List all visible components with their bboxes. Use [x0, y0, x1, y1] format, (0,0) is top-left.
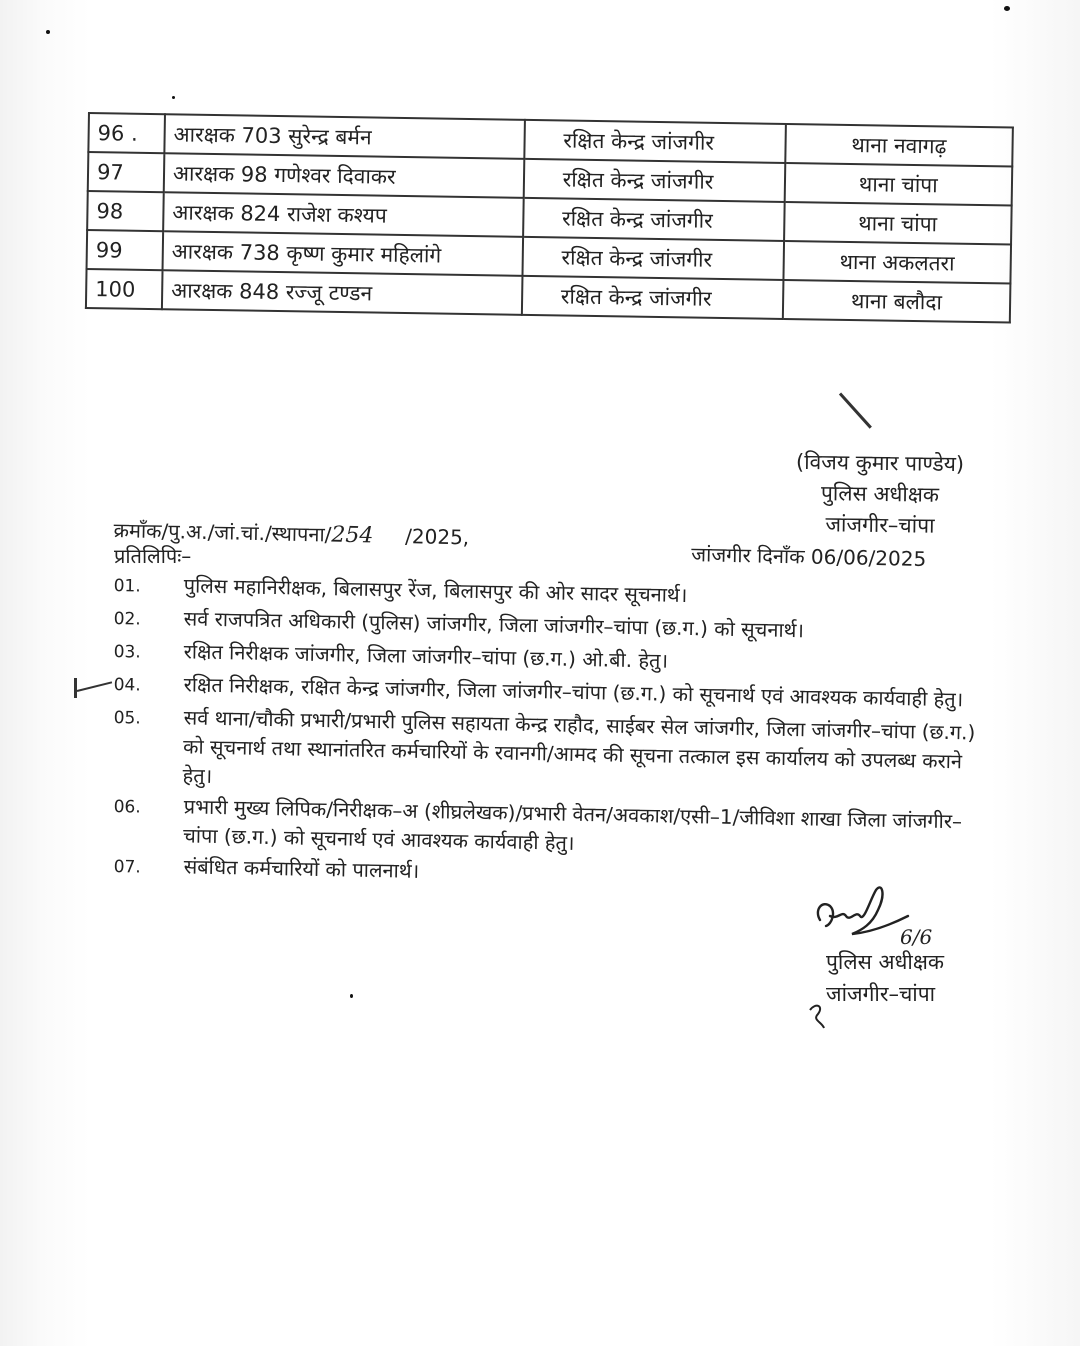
signatory-name: (विजय कुमार पाण्डेय)	[795, 449, 965, 477]
row-to: थाना बलौदा	[783, 280, 1011, 323]
copy-item-text: रक्षित निरीक्षक, रक्षित केन्द्र जांजगीर, जिला जांजगीर–चांपा (छ.ग.) को सूचनार्थ एवं आवश्यक कार्यवाही हेतु।	[183, 672, 964, 712]
copy-item-number: 06.	[113, 796, 141, 818]
row-name: आरक्षक 98 गणेश्वर दिवाकर	[164, 153, 524, 198]
copy-item-text: रक्षित निरीक्षक जांजगीर, जिला जांजगीर–चांपा (छ.ग.) ओ.बी. हेतु।	[183, 639, 669, 673]
copy-item-number: 05.	[113, 707, 141, 729]
copy-item-text: पुलिस महानिरीक्षक, बिलासपुर रेंज, बिलासपुर की ओर सादर सूचनार्थ।	[183, 573, 688, 608]
row-to: थाना नवागढ़	[785, 124, 1013, 167]
copy-list	[114, 570, 994, 884]
copy-item-number: 04.	[113, 674, 141, 696]
pen-stroke	[839, 392, 872, 428]
copy-item-text: प्रभारी मुख्य लिपिक/निरीक्षक–अ (शीघ्रलेखक)/प्रभारी वेतन/अवकाश/एसी–1/जीविशा शाखा जिला जांजगीर–चांपा (छ.ग.) को सूचनार्थ एवं आवश्यक कार्यवाही हेतु।	[182, 794, 963, 855]
reference-prefix: क्रमाँक/पु.अ./जां.चां./स्थापना/	[113, 517, 332, 547]
row-from: रक्षित केन्द्र जांजगीर	[522, 276, 784, 319]
footer-designation: पुलिस अधीक्षक	[826, 950, 945, 974]
copy-item-number: 01.	[113, 575, 141, 597]
copy-label: प्रतिलिपिः–	[114, 544, 192, 568]
row-to: थाना चांपा	[784, 163, 1012, 206]
signatory-designation: पुलिस अधीक्षक	[820, 481, 940, 507]
row-from: रक्षित केन्द्र जांजगीर	[523, 159, 785, 202]
row-number: 98	[87, 191, 164, 231]
row-number: 97	[88, 152, 165, 192]
tick-mark	[74, 678, 77, 698]
reference-number: 254	[331, 522, 374, 549]
row-name: आरक्षक 703 सुरेन्द्र बर्मन	[164, 114, 524, 159]
row-to: थाना अकलतरा	[783, 241, 1011, 284]
row-name: आरक्षक 848 रज्जू टण्डन	[162, 270, 522, 315]
row-number: 99	[87, 230, 164, 270]
copy-item-text: सर्व थाना/चौकी प्रभारी/प्रभारी पुलिस सहायता केन्द्र राहौद, साईबर सेल जांजगीर, जिला जांजगीर–चांपा (छ.ग.) को सूचनार्थ तथा स्थानांतरित कर्मचारियों के रवानगी/आमद की सूचना तत्काल इस कार्यालय को उपलब्ध कराने हेतु।	[182, 705, 976, 788]
handwritten-initial	[806, 1000, 830, 1030]
row-number: 96 .	[88, 113, 165, 153]
scan-speck	[172, 96, 175, 99]
row-from: रक्षित केन्द्र जांजगीर	[523, 198, 785, 241]
transfer-table	[85, 112, 1014, 324]
row-to: थाना चांपा	[784, 202, 1012, 245]
copy-item-number: 03.	[113, 641, 141, 663]
reference-date: जांजगीर दिनाँक 06/06/2025	[691, 542, 927, 572]
footer-location: जांजगीर–चांपा	[826, 982, 936, 1006]
scan-speck	[1004, 6, 1010, 11]
scan-speck	[350, 994, 353, 998]
signatory-block	[760, 448, 1000, 541]
copy-item	[112, 702, 994, 806]
svg-text:6/6: 6/6	[900, 925, 932, 949]
row-from: रक्षित केन्द्र जांजगीर	[524, 120, 786, 163]
row-from: रक्षित केन्द्र जांजगीर	[522, 237, 784, 280]
reference-year: /2025,	[404, 524, 470, 550]
handwritten-signature	[812, 880, 932, 950]
copy-item-number: 02.	[113, 608, 141, 630]
copy-item-text: संबंधित कर्मचारियों को पालनार्थ।	[183, 854, 420, 883]
scan-speck	[46, 30, 50, 34]
row-number: 100	[86, 269, 163, 309]
row-name: आरक्षक 738 कृष्ण कुमार महिलांगे	[162, 231, 522, 276]
tick-mark	[77, 681, 112, 692]
signatory-location: जांजगीर–चांपा	[825, 512, 935, 538]
copy-item-number: 07.	[113, 856, 141, 878]
copy-item-text: सर्व राजपत्रित अधिकारी (पुलिस) जांजगीर, जिला जांजगीर–चांपा (छ.ग.) को सूचनार्थ।	[183, 606, 805, 643]
row-name: आरक्षक 824 राजेश कश्यप	[163, 192, 523, 237]
